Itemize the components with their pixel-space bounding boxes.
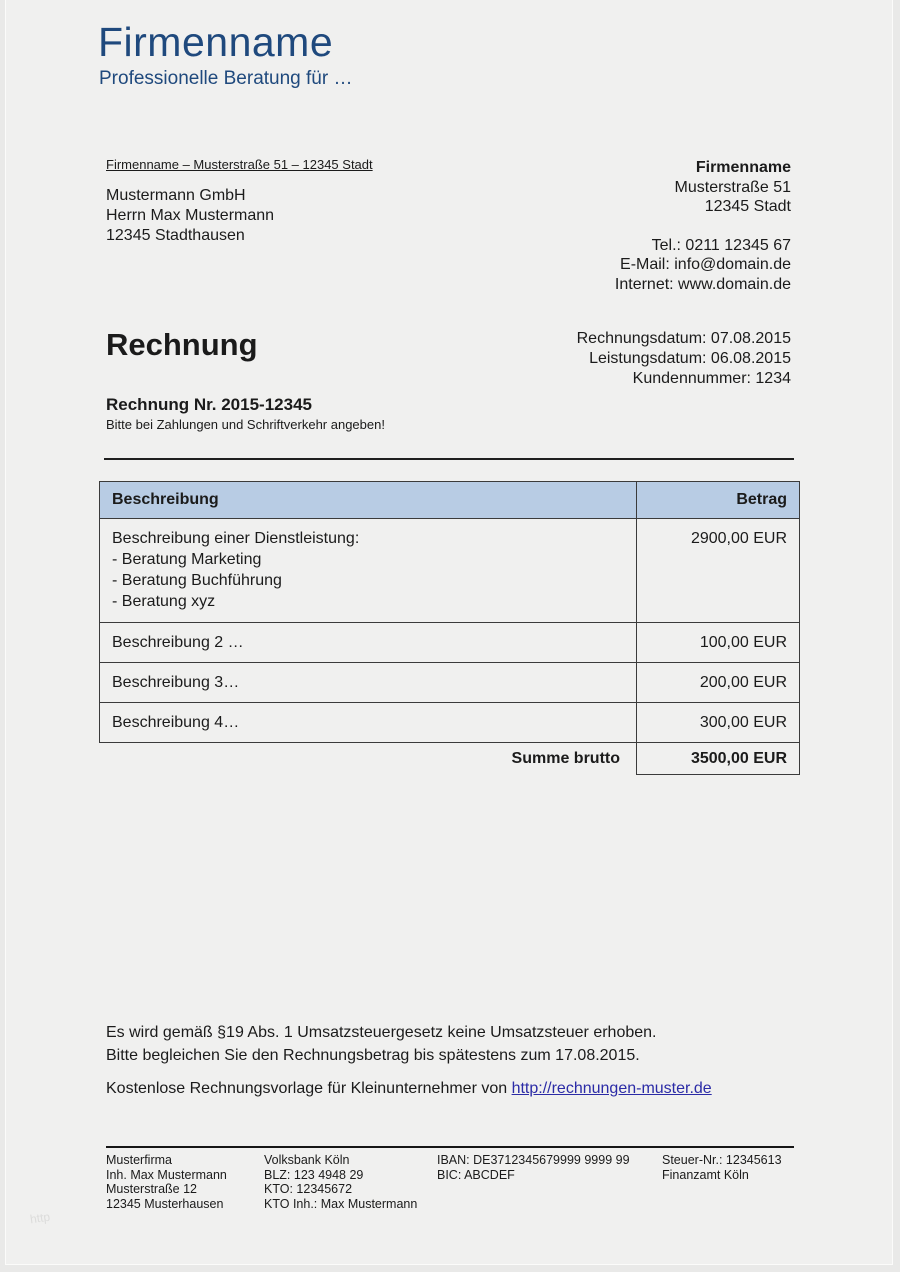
footer-line: IBAN: DE3712345679999 9999 99 <box>437 1153 630 1167</box>
footer-line: 12345 Musterhausen <box>106 1196 224 1211</box>
tax-note-line: Es wird gemäß §19 Abs. 1 Umsatzsteuergesetz keine Umsatzsteuer erhoben. <box>106 1024 657 1041</box>
recipient-line: Mustermann GmbH <box>106 187 246 204</box>
company-city: 12345 Stadt <box>704 198 791 215</box>
footer-company-block <box>106 1153 227 1211</box>
footer-line: Musterfirma <box>106 1153 172 1167</box>
table-row <box>100 519 800 623</box>
table-row <box>100 623 800 663</box>
recipient-line: 12345 Stadthausen <box>106 227 245 244</box>
column-header-description: Beschreibung <box>100 482 637 519</box>
total-amount: 3500,00 EUR <box>637 743 800 775</box>
item-description: Beschreibung 4… <box>100 703 637 743</box>
service-date: Leistungsdatum: 06.08.2015 <box>589 350 791 367</box>
footer-line: KTO Inh.: Max Mustermann <box>264 1196 418 1211</box>
footer-tax-block <box>662 1153 782 1182</box>
table-header-row <box>100 482 800 519</box>
brand-name: Firmenname <box>98 19 334 65</box>
invoice-page <box>5 0 893 1265</box>
customer-number: Kundennummer: 1234 <box>632 370 791 387</box>
brand-tagline: Professionelle Beratung für … <box>99 68 353 89</box>
line-items-table <box>99 481 800 775</box>
invoice-number-note: Bitte bei Zahlungen und Schriftverkehr angeben! <box>106 417 385 432</box>
invoice-meta-block <box>541 329 791 389</box>
company-contact-block <box>541 236 791 295</box>
footer-line: Steuer-Nr.: 12345613 <box>662 1153 782 1167</box>
table-row <box>100 703 800 743</box>
item-description: Beschreibung 2 … <box>100 623 637 663</box>
template-note <box>106 1080 712 1098</box>
company-address-block <box>541 158 791 294</box>
item-amount: 300,00 EUR <box>637 703 800 743</box>
footer-bank-block <box>264 1153 417 1211</box>
company-email: E-Mail: info@domain.de <box>620 256 791 273</box>
company-phone: Tel.: 0211 12345 67 <box>651 236 791 254</box>
template-source-link[interactable]: http://rechnungen-muster.de <box>511 1080 712 1097</box>
footer-line: Volksbank Köln <box>264 1153 350 1167</box>
invoice-title: Rechnung <box>106 327 258 362</box>
invoice-number: Rechnung Nr. 2015-12345 <box>106 395 312 414</box>
total-label: Summe brutto <box>511 749 620 767</box>
footer-iban-block <box>437 1153 630 1182</box>
footer-divider <box>106 1146 794 1148</box>
template-note-text: Kostenlose Rechnungsvorlage für Kleinunternehmer von <box>106 1080 512 1097</box>
company-name: Firmenname <box>695 159 791 176</box>
footer-line: Inh. Max Mustermann <box>106 1167 227 1182</box>
column-header-amount: Betrag <box>637 482 800 519</box>
item-amount: 200,00 EUR <box>637 663 800 703</box>
company-website: Internet: www.domain.de <box>614 275 791 293</box>
table-row <box>100 663 800 703</box>
tax-note-block <box>106 1022 656 1067</box>
recipient-address-block <box>106 186 274 246</box>
footer-line: Finanzamt Köln <box>662 1167 749 1182</box>
item-description: Beschreibung einer Dienstleistung: - Beratung Marketing - Beratung Buchführung - Beratung xyz <box>100 519 637 623</box>
item-description: Beschreibung 3… <box>100 663 637 703</box>
recipient-line: Herrn Max Mustermann <box>106 207 275 224</box>
footer-line: Musterstraße 12 <box>106 1182 198 1196</box>
item-amount: 100,00 EUR <box>637 623 800 663</box>
item-amount: 2900,00 EUR <box>637 519 800 623</box>
company-street: Musterstraße 51 <box>674 178 791 196</box>
total-row <box>100 743 800 775</box>
footer-line: BLZ: 123 4948 29 <box>264 1167 364 1182</box>
watermark-text: http <box>29 1209 51 1227</box>
footer-line: KTO: 12345672 <box>264 1182 353 1196</box>
sender-address-line: Firmenname – Musterstraße 51 – 12345 Stadt <box>106 157 373 172</box>
footer-line: BIC: ABCDEF <box>437 1167 515 1182</box>
payment-note-line: Bitte begleichen Sie den Rechnungsbetrag bis spätestens zum 17.08.2015. <box>106 1046 640 1064</box>
invoice-date: Rechnungsdatum: 07.08.2015 <box>576 330 791 347</box>
section-divider <box>104 458 794 460</box>
